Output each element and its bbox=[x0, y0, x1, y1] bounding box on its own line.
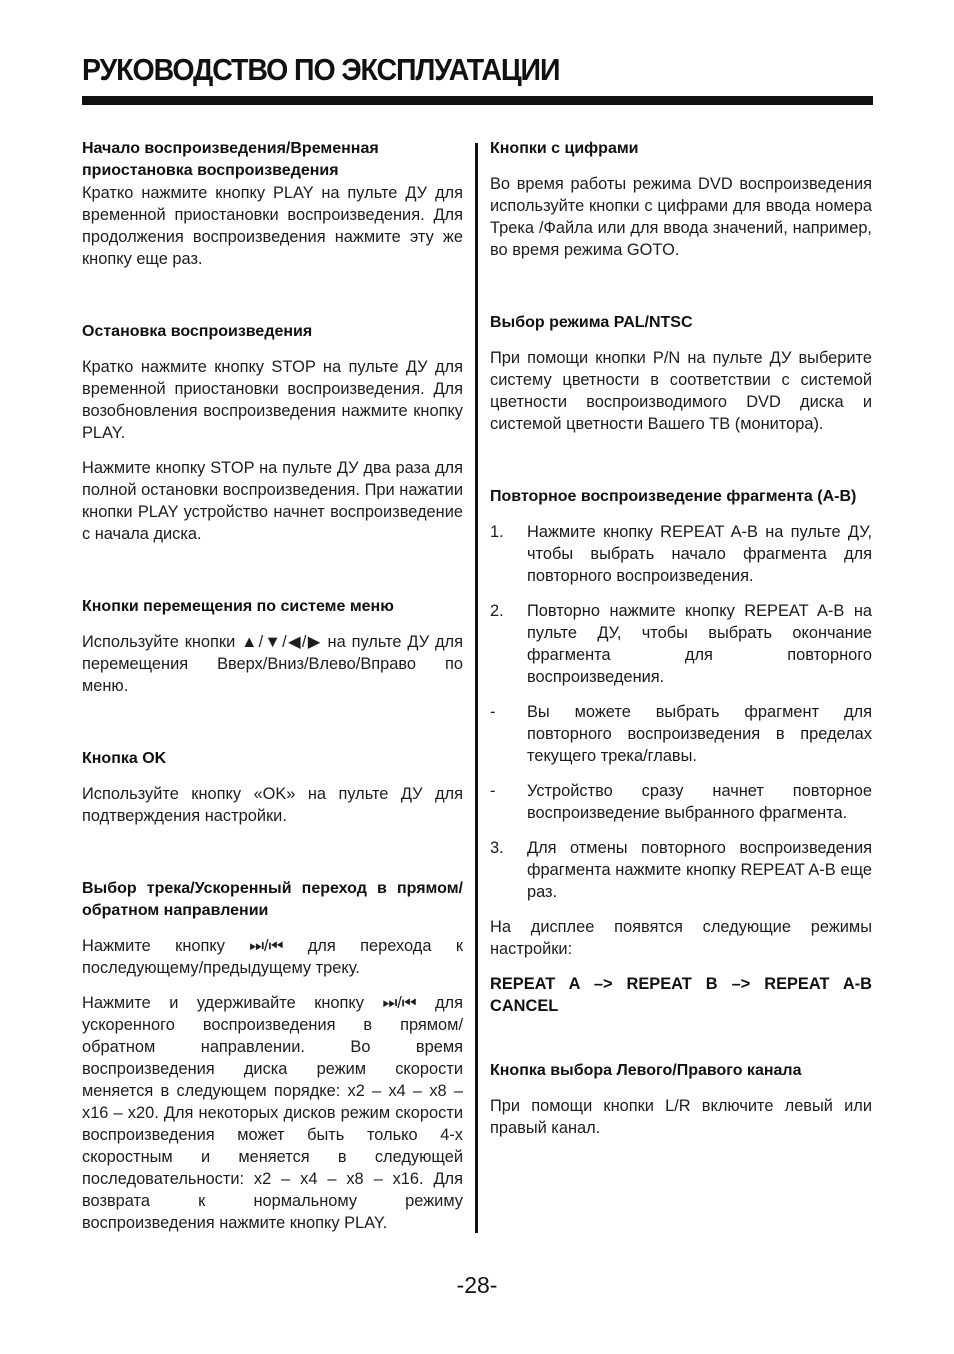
paragraph: Используйте кнопки ▲/▼/◀/▶ на пульте ДУ для перемещения Вверх/Вниз/Влево/Вправо по меню. bbox=[82, 633, 463, 695]
paragraph: При помощи кнопки L/R включите левый или правый канал. bbox=[490, 1097, 872, 1137]
repeat-modes-sequence: REPEAT A –> REPEAT B –> REPEAT A-B CANCEL bbox=[490, 975, 872, 1015]
list-item bbox=[490, 600, 872, 688]
section-heading: Остановка воспроизведения bbox=[82, 323, 313, 340]
section-heading: Кнопки с цифрами bbox=[490, 140, 639, 157]
section-heading: Кнопка выбора Левого/Правого канала bbox=[490, 1062, 802, 1079]
section-number-buttons bbox=[490, 138, 872, 261]
paragraph: Во время работы режима DVD воспроизведения используйте кнопки с цифрами для ввода номера Трека /Файла или для ввода значений, например, во время режима GOTO. bbox=[490, 175, 872, 259]
paragraph: Нажмите кнопку STOP на пульте ДУ два раза для полной остановки воспроизведения. При нажатии кнопки PLAY устройство начнет воспроизведение с начала диска. bbox=[82, 459, 463, 543]
paragraph: Нажмите кнопку ⏭/⏮ для перехода к последующему/предыдущему треку. bbox=[82, 937, 463, 977]
section-pal-ntsc bbox=[490, 312, 872, 435]
left-column bbox=[82, 138, 463, 1234]
list-marker: 1. bbox=[490, 523, 504, 541]
section-heading: Выбор режима PAL/NTSC bbox=[490, 314, 693, 331]
list-text: Для отмены повторного воспроизведения фрагмента нажмите кнопку REPEAT A-B еще раз. bbox=[527, 839, 872, 901]
section-menu-navigation bbox=[82, 596, 463, 697]
list-item bbox=[490, 701, 872, 767]
section-track-select bbox=[82, 878, 463, 1234]
list-item bbox=[490, 837, 872, 903]
list-marker: 2. bbox=[490, 602, 504, 620]
section-ok-button bbox=[82, 748, 463, 827]
section-heading: Выбор трека/Ускоренный переход в прямом/обратном направлении bbox=[82, 880, 463, 919]
section-repeat-ab bbox=[490, 486, 872, 1017]
section-heading: Кнопки перемещения по системе меню bbox=[82, 598, 394, 615]
list-item bbox=[490, 780, 872, 824]
section-heading: Повторное воспроизведение фрагмента (A-B) bbox=[490, 488, 857, 505]
list-text: Вы можете выбрать фрагмент для повторного воспроизведения в пределах текущего трека/главы. bbox=[527, 703, 872, 765]
paragraph: На дисплее появятся следующие режимы настройки: bbox=[490, 918, 872, 958]
paragraph: Используйте кнопку «OK» на пульте ДУ для подтверждения настройки. bbox=[82, 785, 463, 825]
list-text: Устройство сразу начнет повторное воспроизведение выбранного фрагмента. bbox=[527, 782, 872, 822]
list-item bbox=[490, 521, 872, 587]
page-number: -28- bbox=[456, 1272, 498, 1298]
section-play-pause bbox=[82, 138, 463, 270]
section-stop bbox=[82, 321, 463, 545]
list-marker: 3. bbox=[490, 839, 504, 857]
list-text: Повторно нажмите кнопку REPEAT A-B на пульте ДУ, чтобы выбрать окончание фрагмента для повторного воспроизведения. bbox=[527, 602, 872, 686]
section-lr-channel bbox=[490, 1060, 872, 1139]
title-rule bbox=[82, 96, 873, 105]
column-divider bbox=[475, 143, 478, 1233]
section-heading: Кнопка OK bbox=[82, 750, 167, 767]
list-marker: - bbox=[490, 703, 496, 721]
list-marker: - bbox=[490, 782, 496, 800]
paragraph: Кратко нажмите кнопку STOP на пульте ДУ для временной приостановки воспроизведения. Для возобновления воспроизведения нажмите кнопку PLAY. bbox=[82, 358, 463, 442]
paragraph: При помощи кнопки P/N на пульте ДУ выберите систему цветности в соответствии с системой цветности воспроизводимого DVD диска и системой цветности Вашего ТВ (монитора). bbox=[490, 349, 872, 433]
paragraph: Нажмите и удерживайте кнопку ⏭/⏮ для ускоренного воспроизведения в прямом/обратном направлении. Во время воспроизведения диска режим скорости меняется в следующем порядке: х2 – х4 – х8 – х16 – х20. Для некоторых дисков режим скорости воспроизведения может быть только 4-х скоростным и меняется в следующей последовательности: х2 – х4 – х8 – х16. Для возврата к нормальному режиму воспроизведения нажмите кнопку PLAY. bbox=[82, 994, 463, 1232]
section-heading: Начало воспроизведения/Временная приостановка воспроизведения bbox=[82, 140, 379, 179]
list-text: Нажмите кнопку REPEAT A-B на пульте ДУ, чтобы выбрать начало фрагмента для повторного воспроизведения. bbox=[527, 523, 872, 585]
page-title: РУКОВОДСТВО ПО ЭКСПЛУАТАЦИИ bbox=[82, 52, 560, 87]
paragraph: Кратко нажмите кнопку PLAY на пульте ДУ для временной приостановки воспроизведения. Для продолжения воспроизведения нажмите эту же кнопку еще раз. bbox=[82, 184, 463, 268]
right-column bbox=[490, 138, 872, 1139]
